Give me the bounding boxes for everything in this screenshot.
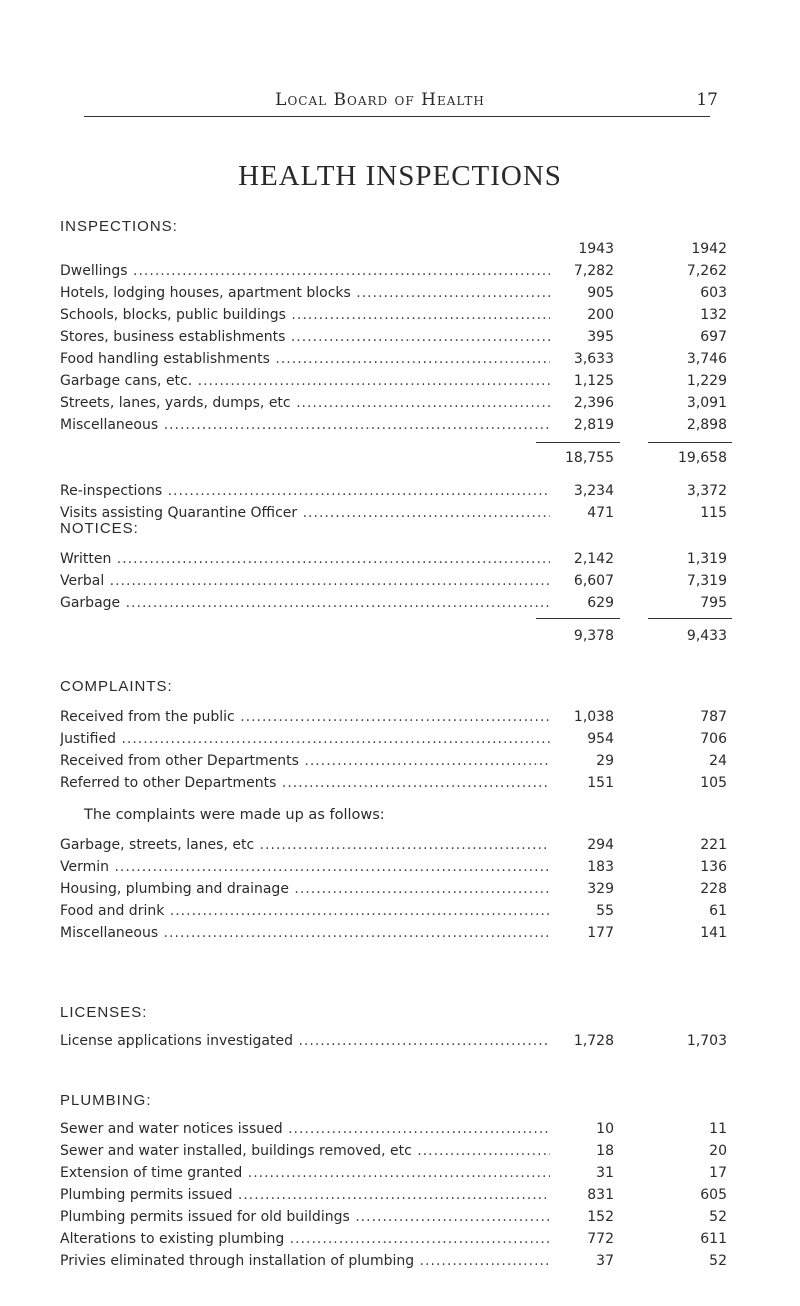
table-row <box>60 856 740 878</box>
value-1942: 611 <box>700 1231 727 1247</box>
complaints-section <box>60 676 740 944</box>
row-label: Garbage, streets, lanes, etc ..... <box>60 834 550 856</box>
value-1942: 1,703 <box>686 1033 727 1049</box>
row-label: Food handling establishments ..... <box>60 348 550 370</box>
year-header-row <box>60 238 740 260</box>
row-label: Plumbing permits issued ..... <box>60 1184 550 1206</box>
total-rule-row <box>60 436 740 446</box>
section-heading: NOTICES: <box>60 520 139 537</box>
value-1943: 37 <box>596 1250 614 1272</box>
total-rule-row <box>60 614 740 624</box>
value-1943: 18 <box>596 1140 614 1162</box>
value-1943: 831 <box>587 1184 614 1206</box>
value-1943: 55 <box>596 900 614 922</box>
row-label: Sewer and water installed, buildings removed, etc ..... <box>60 1140 550 1162</box>
table-row <box>60 1206 740 1228</box>
row-label: Justified ..... <box>60 728 550 750</box>
table-row <box>60 304 740 326</box>
value-1942: 132 <box>700 307 727 323</box>
complaints-rows <box>60 706 740 794</box>
row-label: Visits assisting Quarantine Officer ..... <box>60 502 550 524</box>
table-row <box>60 348 740 370</box>
row-label: Received from the public ..... <box>60 706 550 728</box>
value-1943: 294 <box>587 834 614 856</box>
table-row <box>60 592 740 614</box>
value-1942: 7,262 <box>686 263 727 279</box>
value-1943: 772 <box>587 1228 614 1250</box>
value-1943: 1,038 <box>574 706 614 728</box>
section-heading: COMPLAINTS: <box>60 678 173 695</box>
row-label: Plumbing permits issued for old buildings ..... <box>60 1206 550 1228</box>
value-1943: 183 <box>587 856 614 878</box>
licenses-section <box>60 1002 740 1052</box>
table-row <box>60 282 740 304</box>
row-label: Written ..... <box>60 548 550 570</box>
inspections-rows <box>60 260 740 436</box>
value-1942: 3,372 <box>686 483 727 499</box>
value-1942: 221 <box>700 837 727 853</box>
value-1942: 17 <box>709 1165 727 1181</box>
header-rule <box>84 116 710 117</box>
row-label: Streets, lanes, yards, dumps, etc ..... <box>60 392 550 414</box>
value-1942: 61 <box>709 903 727 919</box>
value-1943: 7,282 <box>574 260 614 282</box>
value-1943: 3,234 <box>574 480 614 502</box>
notices-total-row <box>60 624 740 648</box>
value-1942: 1,319 <box>686 551 727 567</box>
plumbing-section <box>60 1090 740 1272</box>
complaints-breakdown-rows <box>60 834 740 944</box>
row-label: Schools, blocks, public buildings ..... <box>60 304 550 326</box>
value-1943: 2,819 <box>574 414 614 436</box>
row-label: Food and drink ..... <box>60 900 550 922</box>
value-1942: 697 <box>700 329 727 345</box>
value-1942: 7,319 <box>686 573 727 589</box>
table-row <box>60 326 740 348</box>
table-row <box>60 260 740 282</box>
section-heading: INSPECTIONS: <box>60 218 178 235</box>
table-row <box>60 1140 740 1162</box>
value-1942: 136 <box>700 859 727 875</box>
plumbing-rows <box>60 1118 740 1272</box>
total-1943: 18,755 <box>565 450 614 466</box>
value-1943: 329 <box>587 878 614 900</box>
value-1942: 11 <box>709 1121 727 1137</box>
value-1943: 151 <box>587 772 614 794</box>
value-1943: 152 <box>587 1206 614 1228</box>
value-1942: 52 <box>709 1253 727 1269</box>
running-title: Local Board of Health <box>275 90 485 110</box>
row-label: Sewer and water notices issued ..... <box>60 1118 550 1140</box>
table-row <box>60 1184 740 1206</box>
table-row <box>60 1162 740 1184</box>
page-number: 17 <box>696 90 718 110</box>
notices-section <box>60 518 740 648</box>
value-1943: 2,396 <box>574 392 614 414</box>
table-row <box>60 706 740 728</box>
value-1942: 706 <box>700 731 727 747</box>
table-row <box>60 392 740 414</box>
total-1942: 9,433 <box>686 628 727 644</box>
row-label: Privies eliminated through installation of plumbing ..... <box>60 1250 550 1272</box>
value-1943: 6,607 <box>574 570 614 592</box>
table-row <box>60 834 740 856</box>
value-1943: 629 <box>587 592 614 614</box>
row-label: Garbage cans, etc. ..... <box>60 370 550 392</box>
row-label: Miscellaneous ..... <box>60 414 550 436</box>
value-1943: 1,125 <box>574 370 614 392</box>
row-label: Verbal ..... <box>60 570 550 592</box>
inspections-section <box>60 216 740 524</box>
licenses-rows <box>60 1030 740 1052</box>
table-row <box>60 570 740 592</box>
row-label: Housing, plumbing and drainage ..... <box>60 878 550 900</box>
notices-rows <box>60 548 740 614</box>
row-label: Hotels, lodging houses, apartment blocks ..... <box>60 282 550 304</box>
table-row <box>60 1250 740 1272</box>
table-row <box>60 480 740 502</box>
running-header <box>0 90 800 112</box>
row-label: Referred to other Departments ..... <box>60 772 550 794</box>
value-1942: 141 <box>700 925 727 941</box>
value-1943: 200 <box>587 304 614 326</box>
table-row <box>60 1118 740 1140</box>
value-1942: 2,898 <box>686 417 727 433</box>
value-1942: 20 <box>709 1143 727 1159</box>
inspections-total-row <box>60 446 740 470</box>
value-1943: 31 <box>596 1162 614 1184</box>
row-label: Re-inspections ..... <box>60 480 550 502</box>
value-1943: 10 <box>596 1118 614 1140</box>
total-1942: 19,658 <box>678 450 727 466</box>
table-row <box>60 878 740 900</box>
table-row <box>60 900 740 922</box>
value-1942: 3,746 <box>686 351 727 367</box>
total-rule-1943 <box>536 618 620 619</box>
row-label: Alterations to existing plumbing ..... <box>60 1228 550 1250</box>
value-1942: 795 <box>700 595 727 611</box>
value-1942: 115 <box>700 505 727 521</box>
row-label: Garbage ..... <box>60 592 550 614</box>
value-1943: 2,142 <box>574 548 614 570</box>
table-row <box>60 728 740 750</box>
table-row <box>60 922 740 944</box>
value-1942: 228 <box>700 881 727 897</box>
value-1942: 3,091 <box>686 395 727 411</box>
value-1942: 605 <box>700 1187 727 1203</box>
value-1942: 24 <box>709 753 727 769</box>
total-1943: 9,378 <box>573 628 614 644</box>
row-label: License applications investigated ..... <box>60 1030 550 1052</box>
row-label: Received from other Departments ..... <box>60 750 550 772</box>
value-1943: 3,633 <box>574 348 614 370</box>
value-1943: 395 <box>587 326 614 348</box>
year-1942: 1942 <box>691 241 727 257</box>
value-1943: 1,728 <box>574 1030 614 1052</box>
year-1943: 1943 <box>578 241 614 257</box>
row-label: Miscellaneous ..... <box>60 922 550 944</box>
value-1942: 603 <box>700 285 727 301</box>
value-1942: 787 <box>700 709 727 725</box>
section-heading: PLUMBING: <box>60 1092 152 1109</box>
row-label: Dwellings ..... <box>60 260 550 282</box>
value-1942: 105 <box>700 775 727 791</box>
table-row <box>60 1030 740 1052</box>
section-heading: LICENSES: <box>60 1004 148 1021</box>
value-1943: 29 <box>596 750 614 772</box>
row-label: Extension of time granted ..... <box>60 1162 550 1184</box>
value-1943: 954 <box>587 728 614 750</box>
table-row <box>60 1228 740 1250</box>
total-rule-1943 <box>536 442 620 443</box>
row-label: Stores, business establishments ..... <box>60 326 550 348</box>
value-1943: 177 <box>587 922 614 944</box>
value-1942: 52 <box>709 1209 727 1225</box>
table-row <box>60 750 740 772</box>
value-1942: 1,229 <box>686 373 727 389</box>
table-row <box>60 772 740 794</box>
complaints-breakdown-note: The complaints were made up as follows: <box>84 807 385 823</box>
table-row <box>60 548 740 570</box>
table-row <box>60 370 740 392</box>
total-rule-1942 <box>648 618 732 619</box>
value-1943: 905 <box>587 282 614 304</box>
row-label: Vermin ..... <box>60 856 550 878</box>
page-title: HEALTH INSPECTIONS <box>238 160 562 192</box>
table-row <box>60 414 740 436</box>
total-rule-1942 <box>648 442 732 443</box>
value-1943: 471 <box>587 502 614 524</box>
